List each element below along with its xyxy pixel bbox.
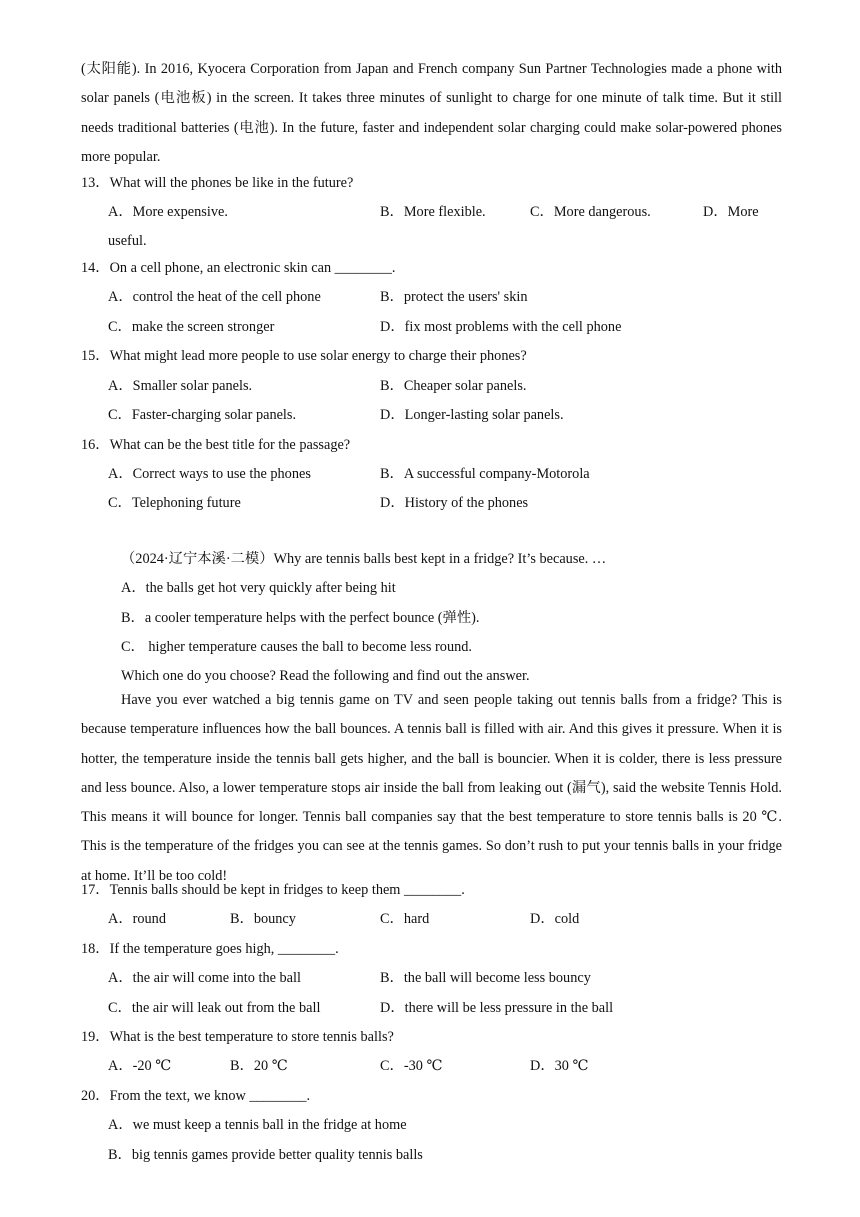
option-18b: B．the ball will become less bouncy [380,970,591,986]
question-18 [81,940,339,958]
option-13d: D．More [703,204,759,220]
option-13d-wrap: useful. [108,233,147,249]
option-16c: C．Telephoning future [108,495,241,511]
question-13 [81,174,353,192]
passage1-paragraph: (太阳能). In 2016, Kyocera Corporation from Japan and French company Sun Partner Technologies made a phone with solar panels (电池板) in the screen. It takes three minutes of sunlight to charge for one minute of talk time. But it still needs traditional batteries (电池). In the future, faster and independent solar charging could make solar-powered phones more popular. [81,61,782,165]
question-number: 20． [81,1088,110,1104]
question-number: 15． [81,348,110,364]
option-16a: A．Correct ways to use the phones [108,466,311,482]
question-text: What might lead more people to use solar energy to charge their phones? [109,348,527,364]
question-15 [81,347,527,365]
intro-prompt: Which one do you choose? Read the following and find out the answer. [121,668,530,684]
question-number: 18． [81,941,110,957]
option-18c: C．the air will leak out from the ball [108,1000,321,1016]
option-17c: C．hard [380,911,430,927]
option-14b: B．protect the users' skin [380,289,528,305]
question-20 [81,1087,310,1105]
option-20b: B．big tennis games provide better quality tennis balls [108,1147,423,1163]
option-14c: C．make the screen stronger [108,319,275,335]
option-13a: A．More expensive. [108,204,228,220]
question-text: If the temperature goes high, ________. [109,941,339,957]
question-number: 13． [81,175,110,191]
question-text: What will the phones be like in the future? [109,175,354,191]
question-17 [81,881,465,899]
question-text: From the text, we know ________. [109,1088,311,1104]
question-14 [81,259,395,277]
option-14a: A．control the heat of the cell phone [108,289,321,305]
intro-choice-a: A．the balls get hot very quickly after being hit [121,580,396,596]
option-13c: C．More dangerous. [530,204,651,220]
option-15c: C．Faster-charging solar panels. [108,407,297,423]
option-18d: D．there will be less pressure in the ball [380,1000,614,1016]
option-19d: D．30 ℃ [530,1058,589,1074]
intro-choice-b: B．a cooler temperature helps with the perfect bounce (弹性). [121,610,480,626]
question-19 [81,1028,394,1046]
question-text: On a cell phone, an electronic skin can ________. [109,260,396,276]
intro-choice-c: C． higher temperature causes the ball to become less round. [121,639,472,655]
option-15b: B．Cheaper solar panels. [380,378,527,394]
option-17b: B．bouncy [230,911,296,927]
option-15d: D．Longer-lasting solar panels. [380,407,564,423]
option-19b: B．20 ℃ [230,1058,288,1074]
passage2-paragraph: Have you ever watched a big tennis game on TV and seen people taking out tennis balls from a fridge? This is because temperature influences how the ball bounces. A tennis ball is filled with air. And this gives it pressure. When it is hotter, the temperature inside the tennis ball gets higher, and the ball is bouncier. When it is colder, there is less pressure and less bounce. Also, a lower temperature stops air inside the ball from leaking out (漏气), said the website Tennis Hold. This means it will bounce for longer. Tennis ball companies say that the best temperature to store tennis balls is 20 ℃. This is the temperature of the fridges you can see at the tennis games. So don’t rush to put your tennis balls in your fridge at home. It’ll be too cold! [81,692,782,884]
option-17d: D．cold [530,911,580,927]
question-16 [81,436,350,454]
option-15a: A．Smaller solar panels. [108,378,253,394]
question-text: What is the best temperature to store tennis balls? [109,1029,394,1045]
option-14d: D．fix most problems with the cell phone [380,319,622,335]
option-13b: B．More flexible. [380,204,486,220]
question-number: 14． [81,260,110,276]
option-20a: A．we must keep a tennis ball in the fridge at home [108,1117,407,1133]
question-text: Tennis balls should be kept in fridges to keep them ________. [109,882,465,898]
option-17a: A．round [108,911,166,927]
option-16b: B．A successful company-Motorola [380,466,590,482]
question-text: What can be the best title for the passage? [109,437,351,453]
option-19c: C．-30 ℃ [380,1058,443,1074]
question-number: 16． [81,437,110,453]
passage2-intro: （2024·辽宁本溪·二模）Why are tennis balls best kept in a fridge? It’s because. … [121,551,607,567]
option-19a: A．-20 ℃ [108,1058,172,1074]
option-18a: A．the air will come into the ball [108,970,301,986]
question-number: 19． [81,1029,110,1045]
option-16d: D．History of the phones [380,495,529,511]
question-number: 17． [81,882,110,898]
